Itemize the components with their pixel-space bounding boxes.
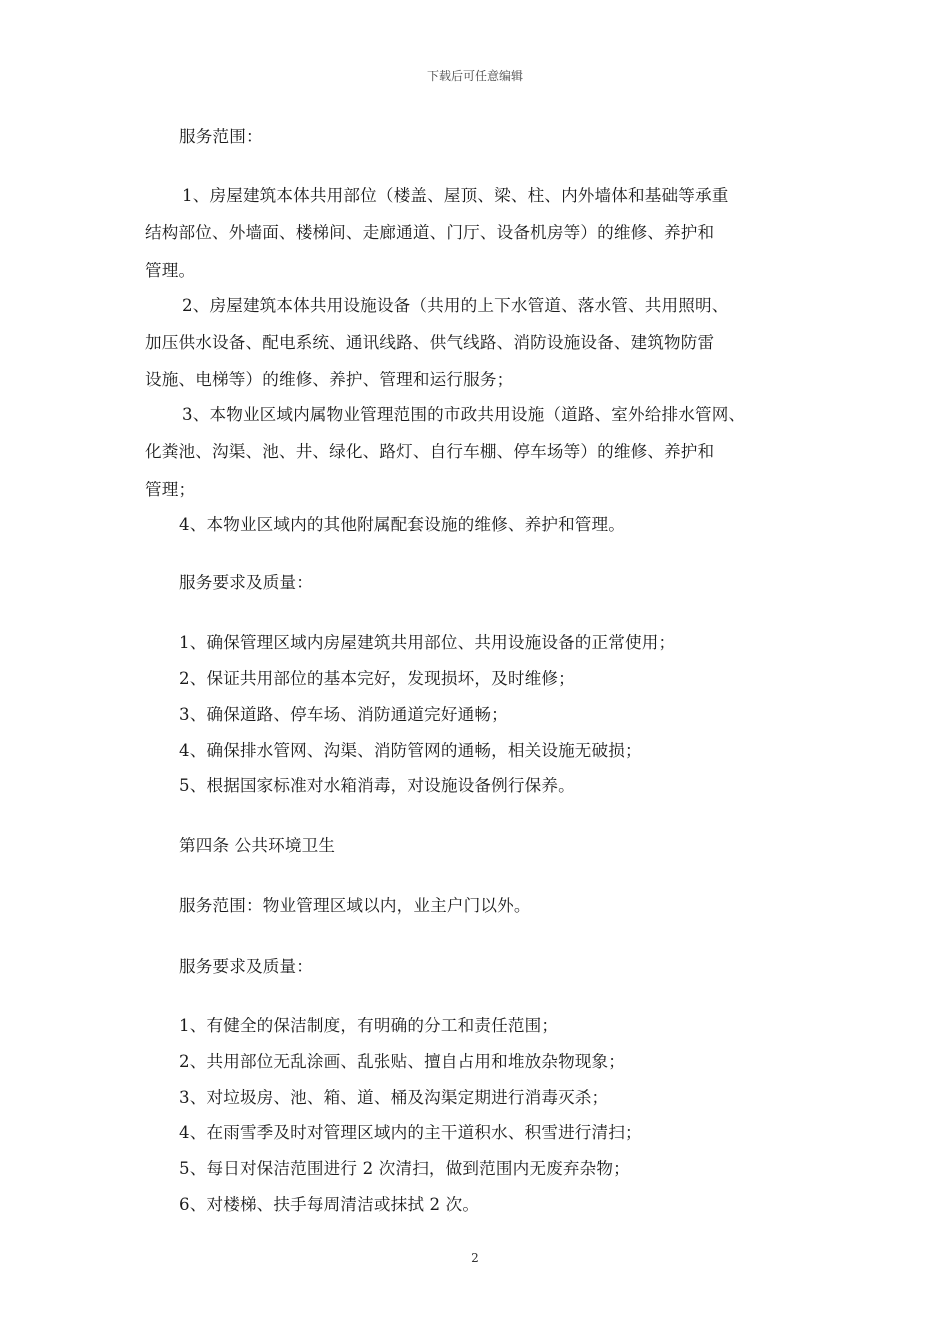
scope-item-2-line-1: 2、房屋建筑本体共用设施设备（共用的上下水管道、落水管、共用照明、: [182, 296, 729, 315]
article-scope: 服务范围：物业管理区域以内，业主户门以外。: [179, 896, 531, 915]
hygiene-item: 4、在雨雪季及时对管理区域内的主干道积水、积雪进行清扫；: [179, 1123, 642, 1142]
scope-item-1-line-3: 管理。: [145, 261, 196, 280]
requirement-item: 3、确保道路、停车场、消防通道完好通畅；: [179, 705, 508, 724]
scope-item-4: 4、本物业区域内的其他附属配套设施的维修、养护和管理。: [179, 515, 626, 534]
hygiene-item: 3、对垃圾房、池、箱、道、桶及沟渠定期进行消毒灭杀；: [179, 1088, 609, 1107]
scope-item-2-line-3: 设施、电梯等）的维修、养护、管理和运行服务；: [145, 370, 514, 389]
scope-item-1-line-2: 结构部位、外墙面、楼梯间、走廊通道、门厅、设备机房等）的维修、养护和: [145, 223, 715, 242]
page-header: 下载后可任意编辑: [426, 69, 523, 83]
article-title: 第四条 公共环境卫生: [179, 836, 336, 855]
scope-item-3-line-2: 化粪池、沟渠、池、井、绿化、路灯、自行车棚、停车场等）的维修、养护和: [145, 442, 715, 461]
hygiene-item: 1、有健全的保洁制度，有明确的分工和责任范围；: [179, 1016, 559, 1035]
section-heading-requirements: 服务要求及质量：: [179, 573, 313, 592]
hygiene-item: 5、每日对保洁范围进行 2 次清扫，做到范围内无废弃杂物；: [179, 1159, 630, 1178]
scope-item-1-line-1: 1、房屋建筑本体共用部位（楼盖、屋顶、梁、柱、内外墙体和基础等承重: [182, 186, 729, 205]
page-number: 2: [471, 1251, 479, 1265]
requirement-item: 2、保证共用部位的基本完好，发现损坏，及时维修；: [179, 669, 575, 688]
scope-item-3-line-1: 3、本物业区域内属物业管理范围的市政共用设施（道路、室外给排水管网、: [182, 405, 746, 424]
article-requirements-heading: 服务要求及质量：: [179, 957, 313, 976]
scope-item-2-line-2: 加压供水设备、配电系统、通讯线路、供气线路、消防设施设备、建筑物防雷: [145, 333, 715, 352]
requirement-item: 4、确保排水管网、沟渠、消防管网的通畅，相关设施无破损；: [179, 741, 642, 760]
hygiene-item: 2、共用部位无乱涂画、乱张贴、擅自占用和堆放杂物现象；: [179, 1052, 626, 1071]
hygiene-item: 6、对楼梯、扶手每周清洁或抹拭 2 次。: [179, 1195, 480, 1214]
section-heading-scope: 服务范围：: [179, 127, 263, 146]
requirement-item: 1、确保管理区域内房屋建筑共用部位、共用设施设备的正常使用；: [179, 633, 676, 652]
requirement-item: 5、根据国家标准对水箱消毒，对设施设备例行保养。: [179, 776, 575, 795]
scope-item-3-line-3: 管理；: [145, 480, 196, 499]
